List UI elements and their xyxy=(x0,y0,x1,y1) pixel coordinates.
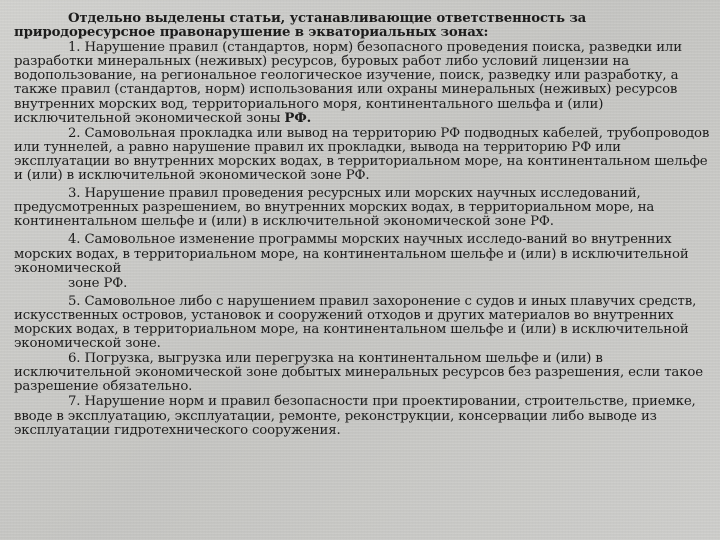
list-item-4-continuation: зоне РФ. xyxy=(68,275,128,291)
list-item-text: 1. Нарушение правил (стандартов, норм) безопасного проведения поиска, разведки или разработки минеральных (неживых) ресурсов, буровых работ либо условий лицензии на водопользование, на региональное геологическое изучение, поиск, разведку или разработку, а также правил (стандартов, норм) использования или охраны минеральных (неживых) ресурсов внутренних морских вод, территориального моря, континентального шельфа и (или) исключительной экономической зоны xyxy=(14,40,682,126)
document-text xyxy=(14,12,710,439)
section-heading: Отдельно выделены статьи, устанавливающие ответственность за природоресурсное правонарушение в экваториальных зонах: xyxy=(14,11,587,41)
list-item-tail: РФ. xyxy=(284,110,312,126)
list-item-7: 7. Нарушение норм и правил безопасности при проектировании, строительстве, приемке, вводе в эксплуатацию, эксплуатации, ремонте, реконструкции, консервации либо выводе из эксплуатации гидротехнического сооружения. xyxy=(14,394,696,438)
list-item-1 xyxy=(14,41,710,126)
list-item-5: 5. Самовольное либо с нарушением правил захоронение с судов и иных плавучих средств, искусственных островов, установок и сооружений отходов и других материалов во внутренних морских водах, в территориальном море, на континентальном шельфе и (или) в исключительной экономической зоне. xyxy=(14,293,697,352)
list-item-6: 6. Погрузка, выгрузка или перегрузка на континентальном шельфе и (или) в исключительной экономической зоне добытых минеральных ресурсов без разрешения, если такое разрешение обязательно. xyxy=(14,351,703,395)
list-item-3: 3. Нарушение правил проведения ресурсных или морских научных исследований, предусмотренных разрешением, во внутренних морских водах, в территориальном море, на континентальном шельфе и (или) в исключительной экономической зоне РФ. xyxy=(14,186,655,230)
list-item-4: 4. Самовольное изменение программы морских научных исследо-ваний во внутренних морских водах, в территориальном море, на континентальном шельфе и (или) в исключительной экономической xyxy=(14,232,689,276)
list-item-2: 2. Самовольная прокладка или вывод на территорию РФ подводных кабелей, трубопроводов или туннелей, а равно нарушение правил их прокладки, вывода на территорию РФ или эксплуатации во внутренних морских водах, в территориальном море, на континентальном шельфе и (или) в исключительной экономической зоне РФ. xyxy=(14,125,710,184)
